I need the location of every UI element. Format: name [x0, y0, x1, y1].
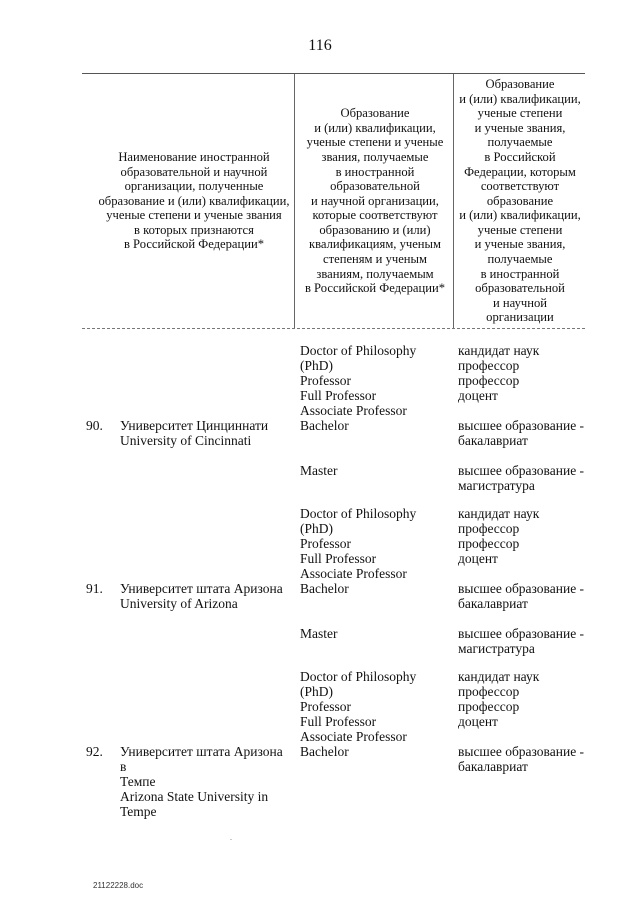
russian-equivalent: кандидат наук профессор профессор доцент: [458, 669, 540, 729]
table-row: [0, 343, 640, 418]
stray-mark: .: [230, 833, 232, 842]
organization-name: Университет штата Аризона University of Arizona: [120, 581, 283, 611]
foreign-degree: Doctor of Philosophy (PhD) Professor Full Professor Associate Professor: [300, 669, 417, 744]
russian-equivalent: высшее образование - бакалавриат: [458, 744, 585, 774]
header-col-foreign-degree: Образование и (или) квалификации, ученые степени и ученые звания, получаемые в иностранной образовательной и научной организации, которые соответствуют образованию и (или) квалификациям, ученым степеням и ученым званиям, получаемым в Российской Федерации*: [304, 106, 446, 296]
header-col-russian-equivalent: Образование и (или) квалификации, ученые степени и ученые звания, получаемые в Российской Федерации, которым соответствуют образование и (или) квалификации, ученые степени и ученые звания, получаемые в иностранной образовательной и научной организации: [459, 76, 581, 325]
foreign-degree: Bachelor: [300, 744, 349, 759]
russian-equivalent: кандидат наук профессор профессор доцент: [458, 343, 540, 403]
table-header: [82, 73, 585, 329]
table-row: [0, 463, 640, 506]
foreign-degree: Master: [300, 463, 338, 478]
page-number: 116: [308, 37, 332, 54]
organization-name: Университет Цинциннати University of Cincinnati: [120, 418, 269, 448]
header-col-organization: Наименование иностранной образовательной и научной организации, полученные образование и (или) квалификации, ученые степени и ученые звания в которых признаются в Российской Федерации*: [98, 149, 290, 252]
row-number: 90.: [86, 418, 103, 433]
foreign-degree: Master: [300, 626, 338, 641]
row-number: 91.: [86, 581, 103, 596]
russian-equivalent: высшее образование - бакалавриат: [458, 581, 585, 611]
table-row: [0, 581, 640, 626]
organization-name: Университет штата Аризона в Темпе Arizona State University in Tempe: [120, 744, 283, 819]
russian-equivalent: высшее образование - бакалавриат: [458, 418, 585, 448]
table-row: [0, 744, 640, 819]
russian-equivalent: высшее образование - магистратура: [458, 626, 585, 656]
footer-filename: 21122228.doc: [93, 881, 144, 890]
russian-equivalent: высшее образование - магистратура: [458, 463, 585, 493]
table-body: [0, 343, 640, 819]
foreign-degree: Bachelor: [300, 418, 349, 433]
russian-equivalent: кандидат наук профессор профессор доцент: [458, 506, 540, 566]
foreign-degree: Doctor of Philosophy (PhD) Professor Full Professor Associate Professor: [300, 506, 417, 581]
table-row: [0, 669, 640, 744]
table-row: [0, 626, 640, 669]
row-number: 92.: [86, 744, 103, 759]
foreign-degree: Bachelor: [300, 581, 349, 596]
table-row: [0, 506, 640, 581]
table-row: [0, 418, 640, 463]
foreign-degree: Doctor of Philosophy (PhD) Professor Full Professor Associate Professor: [300, 343, 417, 418]
column-divider: [294, 74, 295, 328]
